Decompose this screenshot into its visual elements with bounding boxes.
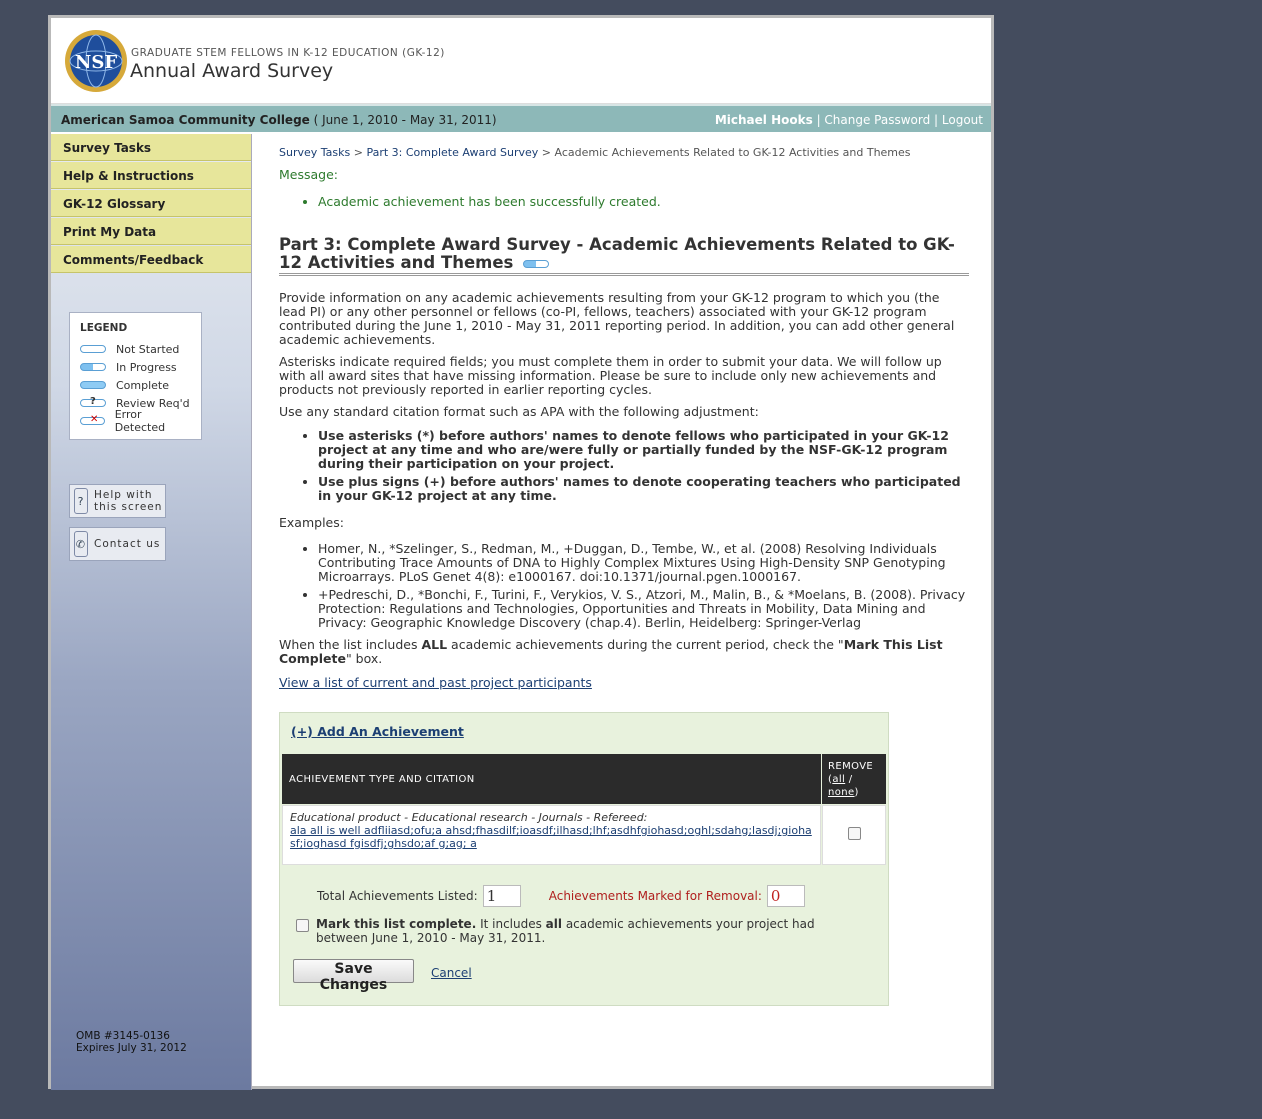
message-label: Message: bbox=[279, 167, 338, 182]
help-screen-button[interactable] bbox=[69, 484, 166, 518]
legend-in-progress bbox=[80, 358, 191, 376]
save-changes-button[interactable]: Save Changes bbox=[293, 959, 414, 983]
achievement-cell bbox=[282, 805, 821, 865]
svg-text:NSF: NSF bbox=[74, 52, 118, 73]
asterisk-paragraph: Asterisks indicate required fields; you must complete them in order to submit your data. We will follow up with all award sites that have missing information. Please be sure to include only new achievements and products not previously reported in earlier reporting cycles. bbox=[279, 354, 942, 397]
remove-checkbox[interactable] bbox=[848, 827, 861, 840]
legend-label: Review Req'd bbox=[116, 396, 190, 410]
sidebar bbox=[51, 134, 252, 1090]
error-detected-icon: ✕ bbox=[80, 417, 105, 425]
examples-label: Examples: bbox=[279, 515, 344, 530]
column-header-remove: REMOVE (all / none) bbox=[822, 754, 886, 804]
breadcrumb-current: Academic Achievements Related to GK-12 Activities and Themes bbox=[554, 146, 911, 159]
mark-complete-label: Mark this list complete. It includes all academic achievements your project had between June 1, 2010 - May 31, 2011. bbox=[316, 917, 815, 945]
in-progress-icon bbox=[80, 363, 106, 371]
table-header-row bbox=[282, 754, 886, 804]
user-menu bbox=[715, 113, 983, 127]
breadcrumb-part3[interactable]: Part 3: Complete Award Survey bbox=[366, 146, 539, 159]
survey-title: Annual Award Survey bbox=[130, 60, 334, 82]
info-bar bbox=[51, 104, 991, 132]
help-icon: ? bbox=[74, 488, 88, 514]
institution-info bbox=[61, 113, 497, 127]
app-frame bbox=[48, 15, 994, 1089]
message-list bbox=[279, 194, 969, 209]
contact-us-button[interactable] bbox=[69, 527, 166, 561]
program-title: GRADUATE STEM FELLOWS IN K-12 EDUCATION (GK-12) bbox=[131, 47, 445, 59]
omb-number: OMB #3145-0136 bbox=[76, 1030, 170, 1042]
omb-info bbox=[76, 1030, 187, 1054]
intro-paragraph: Provide information on any academic achievements resulting from your GK-12 program to which you (the lead PI) or any other personnel or fellows (co-PI, fellows, teachers) associated with your GK-12 program contributed during the June 1, 2010 - May 31, 2011 reporting period. In addition, you can add other general academic achievements. bbox=[279, 290, 955, 347]
rule-item: • Use plus signs (+) before authors' names to denote cooperating teachers who participated in your GK-12 project at any time. bbox=[318, 475, 969, 503]
legend-label: Complete bbox=[116, 378, 170, 392]
total-count-field: 1 bbox=[483, 885, 521, 907]
omb-expiry: Expires July 31, 2012 bbox=[76, 1042, 187, 1054]
totals-row bbox=[317, 885, 805, 907]
legend-not-started bbox=[80, 340, 191, 358]
nav-print-my-data[interactable]: Print My Data bbox=[51, 218, 251, 245]
user-name: Michael Hooks bbox=[714, 113, 813, 127]
mark-complete-note: When the list includes ALL academic achievements during the current period, check the "Mark This List Complete" box. bbox=[279, 637, 943, 666]
select-none-link[interactable]: none bbox=[828, 786, 855, 798]
nav-survey-tasks[interactable]: Survey Tasks bbox=[51, 134, 251, 161]
achievements-table bbox=[281, 753, 887, 866]
page-title: Part 3: Complete Award Survey - Academic Achievements Related to GK-12 Activities and Themes bbox=[279, 236, 969, 276]
view-participants-link[interactable]: View a list of current and past project participants bbox=[279, 675, 592, 690]
mark-complete-checkbox[interactable] bbox=[296, 919, 309, 932]
header bbox=[51, 18, 991, 104]
breadcrumb: Survey Tasks > Part 3: Complete Award Survey > Academic Achievements Related to GK-12 Activities and Themes bbox=[279, 146, 911, 159]
nsf-logo-icon bbox=[63, 28, 129, 94]
separator: | bbox=[812, 113, 825, 127]
separator: | bbox=[930, 113, 942, 127]
help-screen-label: Help with this screen bbox=[94, 489, 163, 513]
examples-list bbox=[279, 542, 969, 630]
achievement-type: Educational product - Educational research - Journals - Refereed: bbox=[290, 811, 648, 824]
breadcrumb-survey-tasks[interactable]: Survey Tasks bbox=[279, 146, 351, 159]
table-row bbox=[282, 805, 886, 865]
rule-item: • Use asterisks (*) before authors' names to denote fellows who participated in your GK-12 project at any time and who are/were fully or partially funded by the NSF-GK-12 program during their participation on your project. bbox=[318, 429, 969, 471]
add-achievement-link[interactable]: (+) Add An Achievement bbox=[291, 724, 464, 739]
change-password-link[interactable]: Change Password bbox=[824, 113, 931, 127]
phone-icon: ✆ bbox=[74, 531, 88, 557]
total-label: Total Achievements Listed: bbox=[317, 889, 478, 903]
cancel-link[interactable]: Cancel bbox=[431, 966, 472, 980]
mark-complete-row bbox=[296, 917, 816, 945]
legend bbox=[69, 312, 202, 440]
nav-glossary[interactable]: GK-12 Glossary bbox=[51, 190, 251, 217]
main-content bbox=[279, 146, 969, 993]
reporting-period: ( June 1, 2010 - May 31, 2011) bbox=[309, 113, 497, 127]
achievements-panel bbox=[279, 712, 889, 1006]
achievement-citation-link[interactable]: ala all is well adfliiasd;ofu;a ahsd;fhasdilf;ioasdf;ilhasd;lhf;asdhfgiohasd;oghl;sdahg;lasdj;giohasf;ioghasd fgisdfj;ghsdo;af g;ag; a bbox=[290, 824, 812, 850]
in-progress-status-icon bbox=[523, 260, 549, 268]
logout-link[interactable]: Logout bbox=[941, 113, 983, 127]
legend-error bbox=[80, 408, 191, 434]
legend-label: In Progress bbox=[116, 360, 177, 374]
removal-label: Achievements Marked for Removal: bbox=[548, 889, 762, 903]
removal-count-field: 0 bbox=[767, 885, 805, 907]
nav-comments-feedback[interactable]: Comments/Feedback bbox=[51, 246, 251, 273]
review-required-icon: ? bbox=[80, 399, 106, 407]
not-started-icon bbox=[80, 345, 106, 353]
complete-icon bbox=[80, 381, 106, 389]
success-message: • Academic achievement has been successfully created. bbox=[318, 194, 969, 209]
citation-paragraph: Use any standard citation format such as APA with the following adjustment: bbox=[279, 404, 759, 419]
example-item: • Homer, N., *Szelinger, S., Redman, M., +Duggan, D., Tembe, W., et al. (2008) Resolving Individuals Contributing Trace Amounts of DNA to Highly Complex Mixtures Using High-Density SNP Genotyping Microarrays. PLoS Genet 4(8): e1000167. doi:10.1371/journal.pgen.1000167. bbox=[318, 542, 969, 584]
column-header-citation: ACHIEVEMENT TYPE AND CITATION bbox=[282, 754, 821, 804]
example-item: • +Pedreschi, D., *Bonchi, F., Turini, F., Verykios, V. S., Atzori, M., Malin, B., & *Moelans, B. (2008). Privacy Protection: Regulations and Technologies, Opportunities and Threats in Mobility, Data Mining and Privacy: Geographic Knowledge Discovery (chap.4). Berlin, Heidelberg: Springer-Verlag bbox=[318, 588, 969, 630]
college-name: American Samoa Community College bbox=[61, 113, 310, 127]
legend-complete bbox=[80, 376, 191, 394]
select-all-link[interactable]: all bbox=[832, 773, 846, 785]
remove-cell bbox=[822, 805, 886, 865]
legend-title: LEGEND bbox=[80, 322, 128, 334]
contact-us-label: Contact us bbox=[94, 538, 161, 550]
nav-help-instructions[interactable]: Help & Instructions bbox=[51, 162, 251, 189]
legend-label: Not Started bbox=[116, 342, 180, 356]
legend-label: Error Detected bbox=[114, 408, 166, 434]
citation-rules bbox=[279, 429, 969, 503]
